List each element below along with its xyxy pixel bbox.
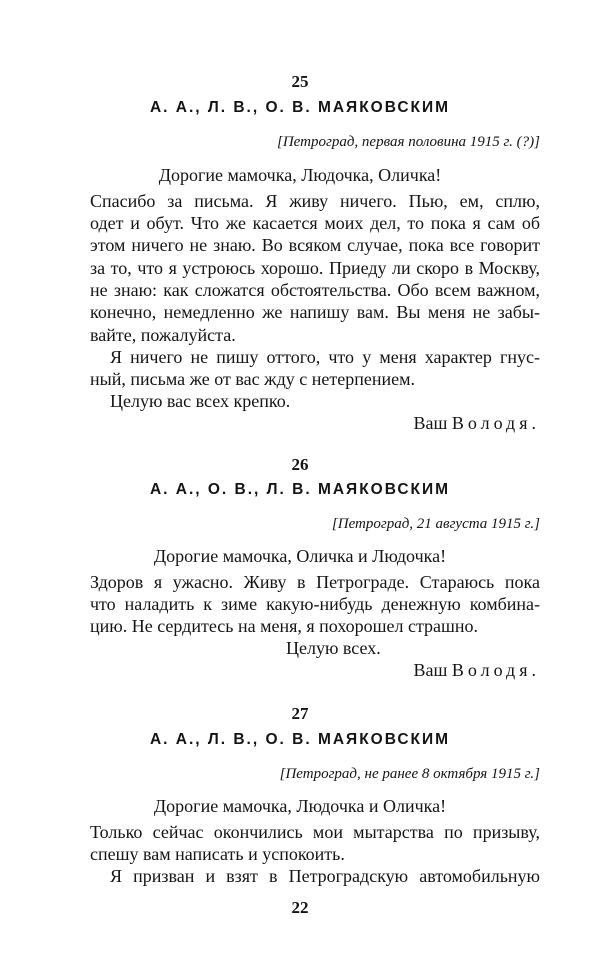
text-line: Целую вас всех крепко. (110, 391, 291, 411)
page-number: 22 (291, 898, 309, 917)
letter-date: [Петроград, первая половина 1915 г. (?)] (277, 134, 540, 150)
text-line: вайте, пожалуйста. (90, 325, 236, 345)
text-line: Я призван и взят в Петроградскую автомобильную (110, 866, 540, 886)
text-line: этом ничего не знаю. Во всяком случае, пока все говорит (90, 235, 540, 255)
text-line: Здоров я ужасно. Живу в Петрограде. Стараюсь пока (90, 572, 540, 592)
text-line: что наладить к зиме какую-нибудь денежную комбина- (90, 594, 540, 614)
letter-greeting: Дорогие мамочка, Оличка и Людочка! (153, 546, 447, 566)
text-line: за то, что я устроюсь хорошо. Приеду ли скоро в Москву, (90, 258, 540, 278)
letter-date: [Петроград, 21 августа 1915 г.] (331, 516, 540, 532)
letter-number: 27 (291, 704, 309, 723)
letter-greeting: Дорогие мамочка, Людочка и Оличка! (153, 796, 447, 816)
letter-heading: А. А., О. В., Л. В. МАЯКОВСКИМ (149, 481, 451, 498)
text-line: цию. Не сердитесь на меня, я похорошел страшно. (90, 616, 479, 636)
signature-word: Ваш (413, 660, 448, 680)
text-line: Я ничего не пишу оттого, что у меня характер гнус- (110, 347, 540, 367)
signature-name: Володя. (451, 660, 540, 680)
letter-number: 26 (291, 455, 309, 474)
text-line: конечно, немедленно же напишу вам. Вы меня не забы- (90, 302, 540, 322)
text-line: Только сейчас окончились мои мытарства по призыву, (90, 822, 540, 842)
signature-word: Ваш (413, 413, 448, 433)
text-line: спешу вам написать и успокоить. (90, 844, 345, 864)
text-line: Спасибо за письма. Я живу ничего. Пью, ем, сплю, (90, 191, 540, 211)
signature (413, 413, 540, 434)
letter-heading: А. А., Л. В., О. В. МАЯКОВСКИМ (149, 731, 451, 748)
letter-heading: А. А., Л. В., О. В. МАЯКОВСКИМ (149, 99, 451, 116)
letter-date: [Петроград, не ранее 8 октября 1915 г.] (279, 766, 540, 782)
text-line: одет и обут. Что же касается моих дел, то пока я сам об (90, 213, 540, 233)
letter-greeting: Дорогие мамочка, Людочка, Оличка! (158, 165, 442, 185)
text-line: не знаю: как сложатся обстоятельства. Обо всем важном, (90, 280, 540, 300)
letter-number: 25 (291, 72, 309, 91)
text-line: Целую всех. (286, 638, 381, 658)
signature (413, 660, 540, 681)
signature-name: Володя. (451, 413, 540, 433)
text-line: ный, письма же от вас жду с нетерпением. (90, 369, 415, 389)
